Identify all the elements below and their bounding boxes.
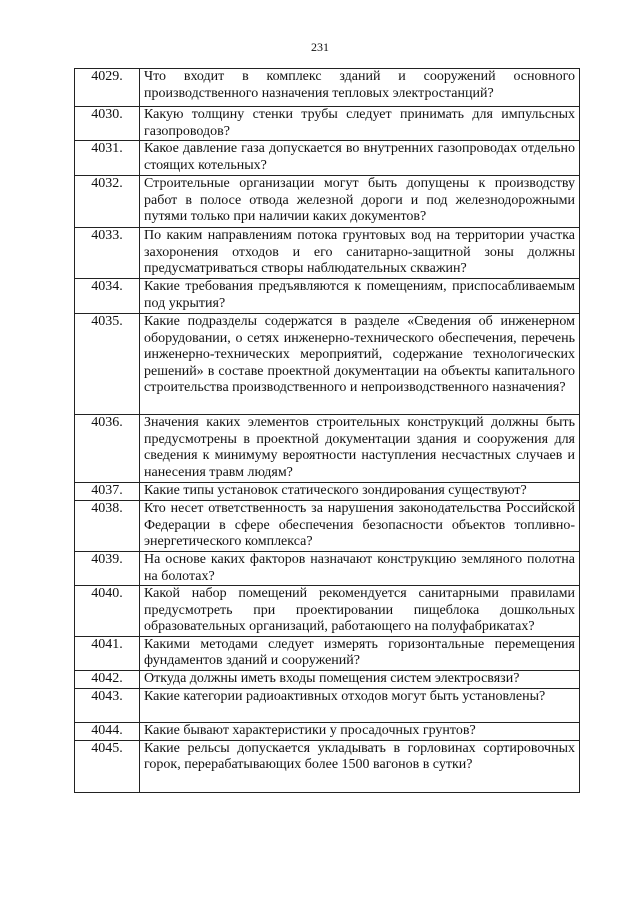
question-number: 4031. [75,141,140,176]
question-text: Кто несет ответственность за нарушения законодательства Российской Федерации в сфере обеспечения безопасности объектов топливно-энергетического комплекса? [140,501,580,552]
question-row [75,552,580,586]
questions-table-body [75,69,580,793]
question-row [75,501,580,552]
question-number: 4043. [75,688,140,722]
question-number: 4039. [75,552,140,586]
page-number: 231 [311,40,329,54]
question-row [75,279,580,314]
question-row [75,483,580,501]
question-row [75,228,580,279]
question-number: 4035. [75,314,140,415]
question-number: 4040. [75,586,140,637]
question-number: 4034. [75,279,140,314]
question-text: Какие рельсы допускается укладывать в горловинах сортировочных горок, перерабатывающих более 1500 вагонов в сутки? [140,740,580,792]
question-row [75,670,580,688]
question-number: 4030. [75,107,140,141]
question-text: Строительные организации могут быть допущены к производству работ в полосе отвода железной дороги и под железнодорожными путями только при наличии каких документов? [140,176,580,228]
question-row [75,176,580,228]
question-row [75,740,580,792]
question-number: 4029. [75,69,140,107]
question-number: 4037. [75,483,140,501]
question-row [75,141,580,176]
question-text: По каким направлениям потока грунтовых вод на территории участка захоронения отходов и его санитарно-защитной зоны должны предусматриваться створы наблюдательных скважин? [140,228,580,279]
question-row [75,69,580,107]
question-row [75,586,580,637]
question-text: Какие типы установок статического зондирования существуют? [140,483,580,501]
question-text: Какой набор помещений рекомендуется санитарными правилами предусмотреть при проектировании пищеблока дошкольных образовательных организаций, работающего на полуфабрикатах? [140,586,580,637]
questions-table [74,68,580,793]
question-row [75,722,580,740]
question-text: Откуда должны иметь входы помещения систем электросвязи? [140,670,580,688]
question-number: 4042. [75,670,140,688]
question-text: Значения каких элементов строительных конструкций должны быть предусмотрены в проектной документации здания и сооружения для сведения к минимуму вероятности наступления несчастных случаев и нанесения травм людям? [140,415,580,483]
question-number: 4038. [75,501,140,552]
question-row [75,107,580,141]
question-number: 4041. [75,636,140,670]
question-row [75,636,580,670]
question-text: Какие категории радиоактивных отходов могут быть установлены? [140,688,580,722]
question-text: Какие подразделы содержатся в разделе «Сведения об инженерном оборудовании, о сетях инженерно-технического обеспечения, перечень инженерно-технических мероприятий, содержание технологических решений» в составе проектной документации на объекты капитального строительства производственного и непроизводственного назначения? [140,314,580,415]
question-row [75,415,580,483]
question-text: Какие требования предъявляются к помещениям, приспосабливаемым под укрытия? [140,279,580,314]
question-text: Что входит в комплекс зданий и сооружений основного производственного назначения тепловых электростанций? [140,69,580,107]
question-text: Какими методами следует измерять горизонтальные перемещения фундаментов зданий и сооружений? [140,636,580,670]
question-row [75,314,580,415]
question-number: 4033. [75,228,140,279]
question-text: На основе каких факторов назначают конструкцию земляного полотна на болотах? [140,552,580,586]
question-number: 4036. [75,415,140,483]
question-number: 4045. [75,740,140,792]
question-text: Какую толщину стенки трубы следует принимать для импульсных газопроводов? [140,107,580,141]
question-text: Какие бывают характеристики у просадочных грунтов? [140,722,580,740]
question-row [75,688,580,722]
question-text: Какое давление газа допускается во внутренних газопроводах отдельно стоящих котельных? [140,141,580,176]
question-number: 4032. [75,176,140,228]
question-number: 4044. [75,722,140,740]
